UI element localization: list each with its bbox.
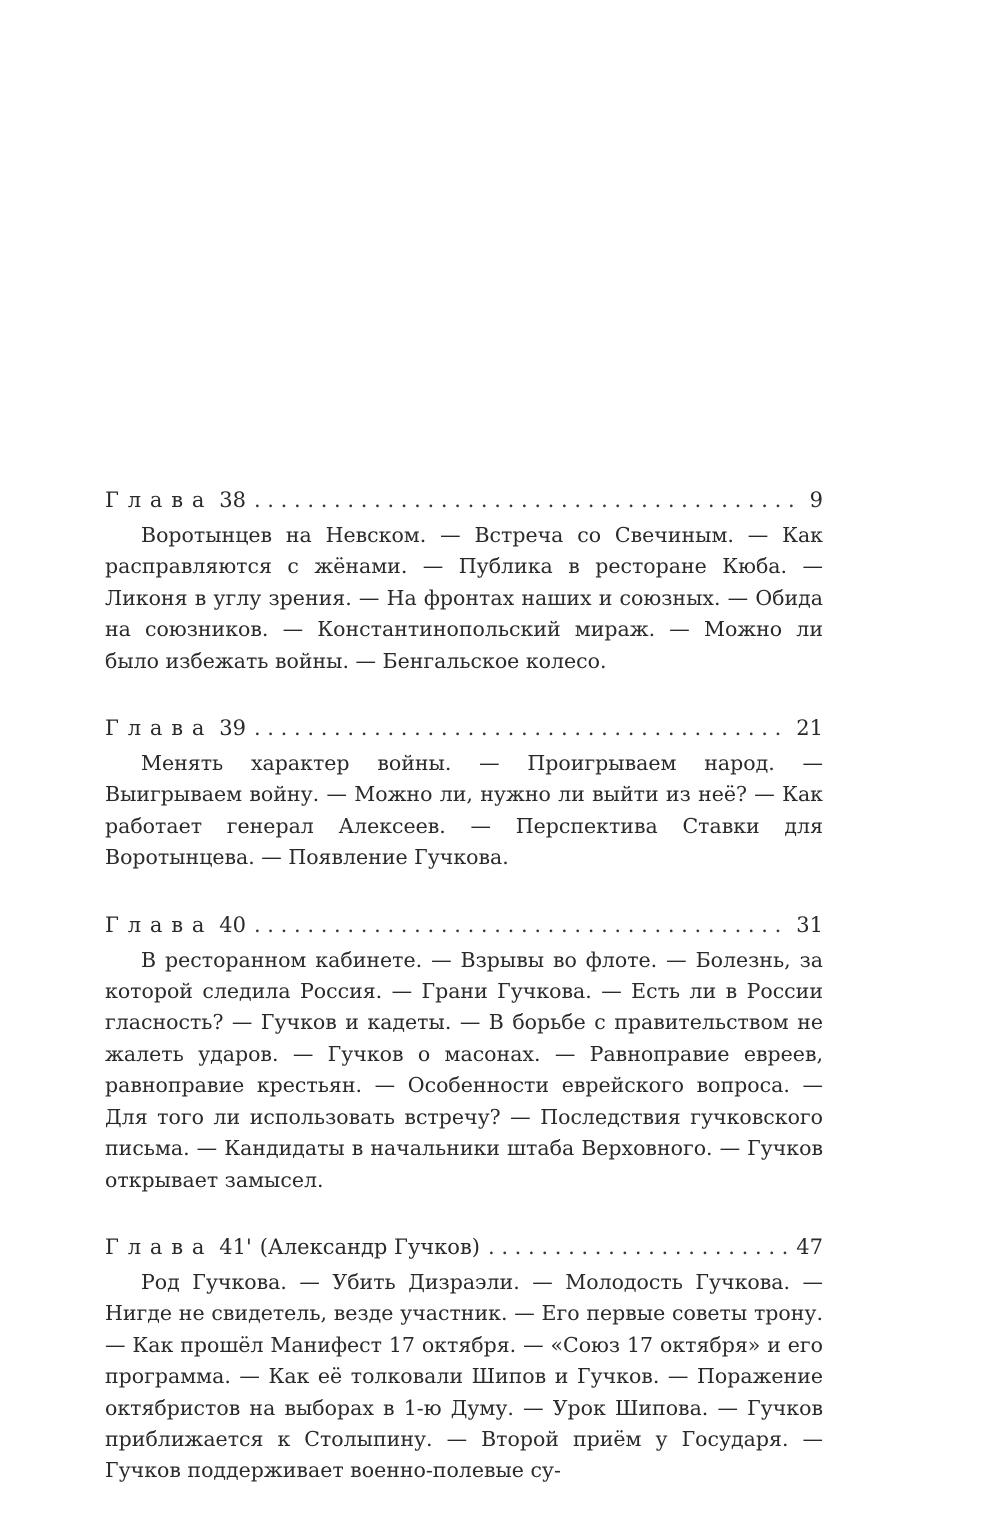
page-number: 47 [796,1234,823,1259]
chapter-subtitle: (Александр Гучков) [259,1234,480,1259]
chapter-label: Глава [105,716,214,741]
chapter-summary: Менять характер войны. — Проигрываем народ. — Выигрываем войну. — Можно ли, нужно ли выйти из неё? — Как работает генерал Алексеев. — Перспектива Ставки для Воротынцева. — Появление Гучкова. [105,751,823,870]
dot-leader [254,480,802,520]
dot-leader [254,708,788,748]
page-number: 9 [809,488,823,512]
chapter-label: Глава [105,912,214,937]
page-number: 31 [796,912,823,937]
chapter-heading[interactable] [105,1227,823,1267]
chapter-summary: В ресторанном кабинете. — Взрывы во флоте. — Болезнь, за которой следила Россия. — Грани Гучкова. — Есть ли в России гласность? — Гучков и кадеты. — В борьбе с правительством не жалеть ударов. — Гучков о масонах. — Равноправие евреев, равноправие крестьян. — Особенности еврейского вопроса. — Для того ли использовать встречу? — Последствия гучковского письма. — Кандидаты в начальники штаба Верховного. — Гучков открывает замысел. [105,947,823,1192]
page-number: 21 [796,716,823,741]
chapter-summary: Воротынцев на Невском. — Встреча со Свечиным. — Как расправляются с жёнами. — Публика в ресторане Кюба. — Ликоня в углу зрения. — На фронтах наших и союзных. — Обида на союзников. — Константинопольский мираж. — Можно ли было избежать войны. — Бенгальское колесо. [105,523,823,673]
chapter-heading[interactable] [105,905,823,945]
chapter-heading[interactable] [105,708,823,748]
dot-leader [488,1227,788,1267]
chapter-number: 39 [219,716,246,741]
dot-leader [254,905,788,945]
chapter-number: 41' [219,1234,252,1259]
toc-entry-38 [105,480,823,677]
chapter-summary: Род Гучкова. — Убить Дизраэли. — Молодость Гучкова. — Нигде не свидетель, везде участник. — Его первые советы трону. — Как прошёл Манифест 17 октября. — «Союз 17 октября» и его программа. — Как её толковали Шипов и Гучков. — Поражение октябристов на выборах в 1-ю Думу. — Урок Шипова. — Гучков приближается к Столыпину. — Второй приём у Государя. — Гучков поддерживает военно-полевые су- [105,1269,823,1483]
chapter-label: Глава [105,1234,214,1259]
chapter-heading[interactable] [105,480,823,520]
table-of-contents [105,480,823,1518]
toc-entry-41 [105,1227,823,1487]
toc-entry-39 [105,708,823,874]
toc-entry-40 [105,905,823,1196]
chapter-label: Глава [105,488,214,512]
chapter-number: 38 [219,488,246,512]
chapter-number: 40 [219,912,246,937]
